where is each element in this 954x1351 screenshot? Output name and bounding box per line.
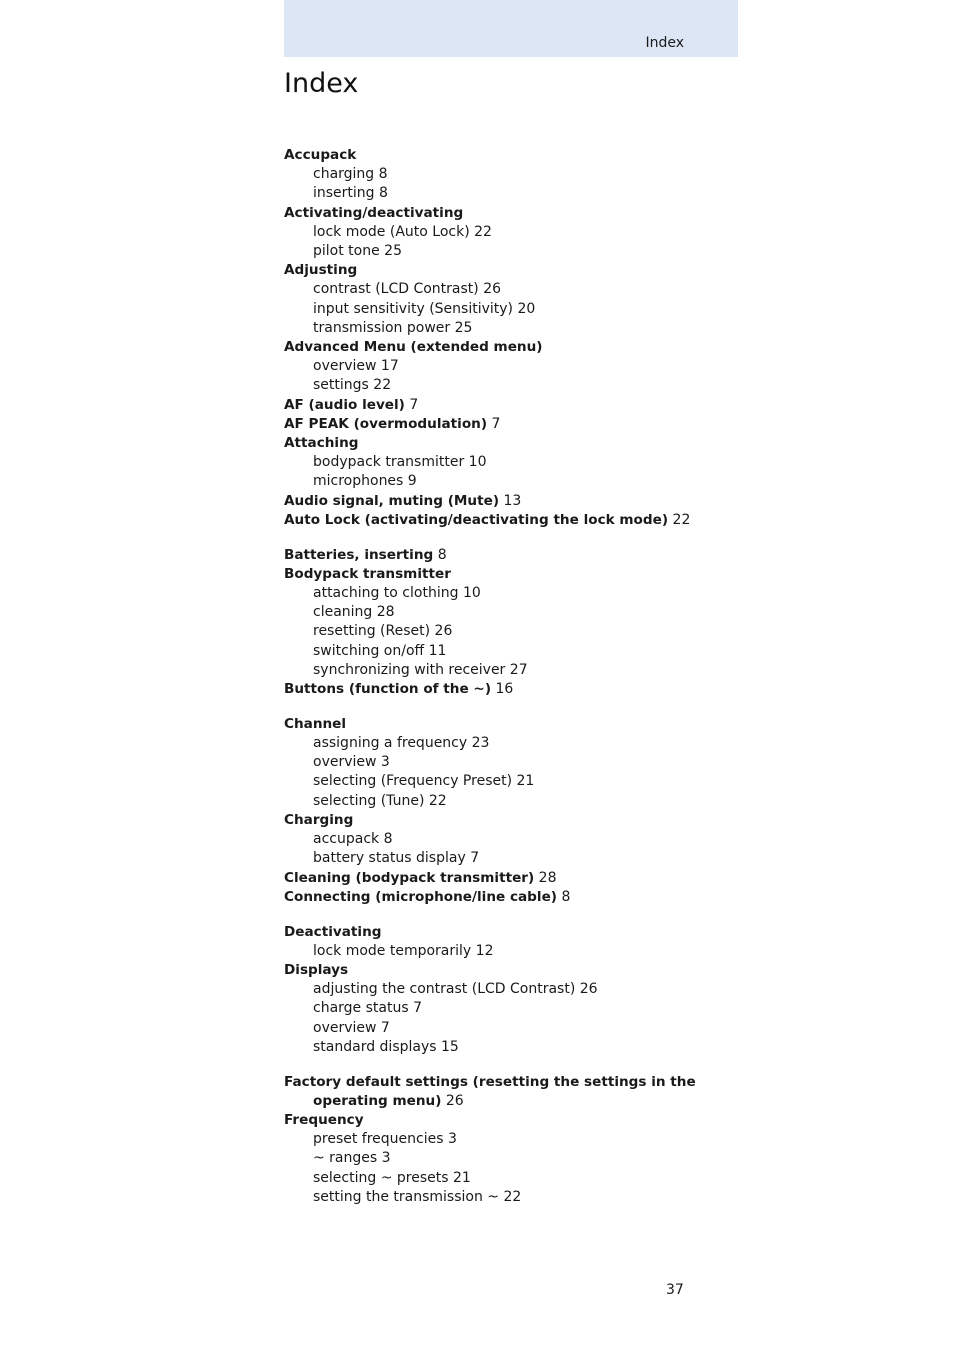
index-list — [284, 146, 744, 1223]
index-page-ref: 16 — [495, 681, 514, 698]
index-term: Batteries, inserting — [284, 546, 434, 563]
index-subentry — [284, 184, 744, 203]
index-entry — [284, 565, 744, 680]
index-entry — [284, 492, 744, 511]
index-subentry-text: overview — [313, 358, 377, 375]
index-entry-line — [284, 565, 744, 584]
index-entry-line — [284, 869, 744, 888]
index-entry — [284, 680, 744, 699]
index-subentry — [284, 792, 744, 811]
index-subentry-text: overview — [313, 1019, 377, 1036]
index-term: Deactivating — [284, 923, 382, 940]
index-term: Cleaning (bodypack transmitter) — [284, 869, 535, 886]
index-subentry — [284, 661, 744, 680]
index-entry-line — [284, 261, 744, 280]
index-entry — [284, 434, 744, 492]
index-subentry-text: synchronizing with receiver — [313, 661, 506, 678]
index-entry-line — [284, 923, 744, 942]
index-entry — [284, 204, 744, 262]
index-entry-line — [284, 811, 744, 830]
index-subentry — [284, 1038, 744, 1057]
index-subentry — [284, 830, 744, 849]
index-page-ref: 22 — [672, 511, 691, 528]
index-subentry — [284, 1130, 744, 1149]
index-page-ref: 28 — [538, 869, 557, 886]
index-entry-line — [284, 146, 744, 165]
index-group — [284, 923, 744, 1057]
index-page-ref: 8 — [383, 831, 393, 848]
index-subentry-text: lock mode temporarily — [313, 942, 472, 959]
index-subentry — [284, 942, 744, 961]
index-term: Adjusting — [284, 262, 358, 279]
index-entry — [284, 869, 744, 888]
index-subentry-text: switching on/off — [313, 642, 425, 659]
index-entry-line — [284, 415, 744, 434]
index-subentry — [284, 300, 744, 319]
index-entry — [284, 338, 744, 396]
index-page-ref: 10 — [462, 585, 481, 602]
index-entry-line — [284, 961, 744, 980]
index-entry-line — [284, 715, 744, 734]
index-subentry-text: cleaning — [313, 604, 373, 621]
index-subentry-text: contrast (LCD Contrast) — [313, 281, 479, 298]
index-term: Advanced Menu (extended menu) — [284, 339, 543, 356]
index-subentry — [284, 453, 744, 472]
index-subentry-text: adjusting the contrast (LCD Contrast) — [313, 981, 576, 998]
index-page-ref: 22 — [503, 1188, 522, 1205]
index-term: Channel — [284, 715, 347, 732]
index-entry — [284, 811, 744, 869]
index-term-continuation: operating menu) — [313, 1092, 442, 1109]
index-subentry-text: overview — [313, 754, 377, 771]
index-entry-line — [284, 1073, 744, 1092]
index-subentry — [284, 999, 744, 1018]
index-page-ref: 26 — [579, 981, 598, 998]
index-subentry — [284, 223, 744, 242]
index-entry — [284, 1111, 744, 1207]
index-subentry-text: attaching to clothing — [313, 585, 459, 602]
index-page-ref: 21 — [516, 773, 535, 790]
index-entry — [284, 261, 744, 338]
index-term: Activating/deactivating — [284, 204, 464, 221]
index-page-ref: 8 — [378, 166, 388, 183]
index-subentry — [284, 734, 744, 753]
index-term: Bodypack transmitter — [284, 565, 451, 582]
index-subentry — [284, 584, 744, 603]
index-subentry-text: microphones — [313, 473, 404, 490]
index-page-ref: 3 — [447, 1131, 457, 1148]
index-subentry — [284, 1019, 744, 1038]
header-band — [284, 0, 738, 57]
index-subentry — [284, 622, 744, 641]
index-subentry-text: selecting (Tune) — [313, 792, 425, 809]
index-term: Factory default settings (resetting the settings in the — [284, 1073, 696, 1090]
index-page-ref: 11 — [428, 642, 447, 659]
index-subentry-text: resetting (Reset) — [313, 623, 431, 640]
index-page-ref: 26 — [483, 281, 502, 298]
page-number: 37 — [666, 1282, 684, 1298]
index-subentry-text: selecting ~ presets — [313, 1169, 449, 1186]
index-term: Auto Lock (activating/deactivating the lock mode) — [284, 511, 669, 528]
index-subentry-text: preset frequencies — [313, 1131, 444, 1148]
index-entry-line — [284, 396, 744, 415]
index-page-ref: 22 — [428, 792, 447, 809]
index-page-ref: 26 — [445, 1092, 464, 1109]
index-page-ref: 22 — [373, 377, 392, 394]
index-page-ref: 13 — [503, 492, 522, 509]
index-page-ref: 7 — [380, 1019, 390, 1036]
index-subentry-text: pilot tone — [313, 243, 380, 260]
index-subentry — [284, 1169, 744, 1188]
index-subentry-text: inserting — [313, 185, 375, 202]
index-term: Connecting (microphone/line cable) — [284, 888, 557, 905]
index-entry — [284, 888, 744, 907]
index-page-ref: 17 — [380, 358, 399, 375]
index-page-ref: 8 — [561, 888, 571, 905]
index-page-ref: 9 — [407, 473, 417, 490]
index-term: Frequency — [284, 1111, 364, 1128]
index-entry — [284, 1073, 744, 1111]
index-page-ref: 7 — [491, 415, 501, 432]
index-term: Accupack — [284, 147, 357, 163]
index-page-ref: 3 — [380, 754, 390, 771]
index-subentry — [284, 1188, 744, 1207]
index-subentry-text: bodypack transmitter — [313, 454, 465, 471]
index-entry — [284, 415, 744, 434]
index-entry-line — [284, 680, 744, 699]
index-subentry — [284, 357, 744, 376]
index-page-ref: 28 — [376, 604, 395, 621]
index-entry — [284, 923, 744, 961]
index-page-ref: 15 — [441, 1038, 459, 1055]
index-page-ref: 25 — [454, 319, 473, 336]
index-page-ref: 26 — [434, 623, 453, 640]
index-term: Displays — [284, 961, 349, 978]
index-subentry-text: setting the transmission ~ — [313, 1188, 500, 1205]
index-entry — [284, 546, 744, 565]
index-subentry-text: transmission power — [313, 319, 451, 336]
index-term: AF (audio level) — [284, 396, 405, 413]
index-page-ref: 8 — [379, 185, 388, 202]
index-page-ref: 12 — [475, 942, 494, 959]
index-entry — [284, 961, 744, 1057]
index-entry-line — [284, 546, 744, 565]
index-subentry — [284, 242, 744, 261]
index-subentry — [284, 280, 744, 299]
index-subentry — [284, 603, 744, 622]
index-entry — [284, 715, 744, 811]
index-group — [284, 715, 744, 907]
index-entry-line — [284, 1111, 744, 1130]
index-term: Charging — [284, 811, 354, 828]
index-subentry-text: ~ ranges — [313, 1150, 378, 1167]
index-entry — [284, 511, 744, 530]
index-subentry-text: battery status display — [313, 850, 466, 867]
page-title: Index — [284, 68, 359, 99]
header-section-label: Index — [645, 35, 684, 51]
index-subentry — [284, 165, 744, 184]
index-entry-continuation — [284, 1092, 744, 1111]
index-page-ref: 21 — [452, 1169, 471, 1186]
index-page-ref: 8 — [437, 546, 447, 563]
index-subentry-text: input sensitivity (Sensitivity) — [313, 300, 514, 317]
index-entry — [284, 146, 744, 204]
index-group — [284, 546, 744, 700]
index-subentry — [284, 642, 744, 661]
index-term: Attaching — [284, 435, 359, 452]
index-page-ref: 23 — [471, 735, 490, 752]
index-subentry — [284, 772, 744, 791]
index-term: Buttons (function of the ~) — [284, 681, 492, 698]
index-term: AF PEAK (overmodulation) — [284, 415, 488, 432]
index-subentry-text: charge status — [313, 1000, 409, 1017]
index-page-ref: 25 — [384, 243, 402, 260]
index-group — [284, 146, 744, 530]
index-page-ref: 7 — [470, 850, 480, 867]
index-page-ref: 22 — [474, 223, 492, 240]
index-entry-line — [284, 204, 744, 223]
index-subentry — [284, 472, 744, 491]
index-subentry — [284, 1149, 744, 1168]
index-entry-line — [284, 434, 744, 453]
index-page-ref: 7 — [413, 1000, 423, 1017]
index-subentry — [284, 849, 744, 868]
index-page-ref: 7 — [409, 396, 419, 413]
index-entry-line — [284, 338, 744, 357]
index-subentry-text: charging — [313, 166, 375, 183]
index-entry — [284, 396, 744, 415]
index-page-ref: 10 — [468, 454, 487, 471]
index-page-ref: 27 — [509, 661, 528, 678]
index-subentry — [284, 980, 744, 999]
index-page-ref: 20 — [517, 300, 536, 317]
index-subentry-text: standard displays — [313, 1038, 437, 1055]
index-entry-line — [284, 888, 744, 907]
index-subentry-text: settings — [313, 377, 369, 394]
index-term: Audio signal, muting (Mute) — [284, 492, 500, 509]
index-subentry — [284, 376, 744, 395]
index-group — [284, 1073, 744, 1207]
index-subentry — [284, 319, 744, 338]
index-page-ref: 3 — [381, 1150, 391, 1167]
index-subentry-text: assigning a frequency — [313, 735, 468, 752]
index-subentry-text: lock mode (Auto Lock) — [313, 223, 470, 240]
index-entry-line — [284, 511, 744, 530]
index-subentry-text: selecting (Frequency Preset) — [313, 773, 513, 790]
index-subentry — [284, 753, 744, 772]
index-entry-line — [284, 492, 744, 511]
index-subentry-text: accupack — [313, 831, 380, 848]
